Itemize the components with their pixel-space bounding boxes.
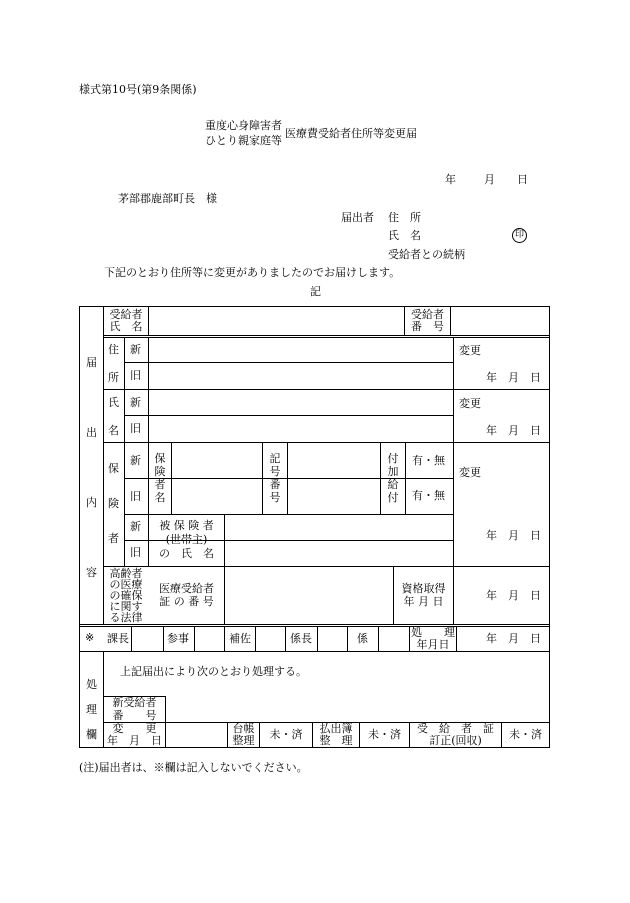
name-char-2: 名	[108, 424, 119, 437]
insurance-old: 旧	[130, 490, 141, 503]
new-recipient-number-label: 新受給者 番 号	[112, 696, 157, 722]
relation-label: 受給者との続柄	[388, 248, 465, 261]
processing-side-1: 処	[86, 678, 97, 691]
side-label-you: 容	[86, 566, 97, 579]
insurance-char-1: 保	[108, 462, 119, 475]
title-line2: ひとり親家庭等	[205, 134, 282, 147]
name-change: 変更	[459, 397, 481, 410]
applicant-label: 届出者	[341, 211, 374, 224]
footer-note: (注)届出者は、※欄は記入しないでください。	[79, 761, 308, 774]
ledger-status: 未・済	[269, 728, 303, 742]
address-new: 新	[130, 343, 141, 356]
insurer-name-label: 保 険 者 名	[154, 451, 166, 505]
form-number: 様式第10号(第9条関係)	[79, 83, 197, 96]
insurance-change: 変更	[459, 466, 481, 479]
name-char-1: 氏	[108, 396, 119, 409]
date-year: 年	[445, 173, 456, 186]
insurance-change-date: 年 月 日	[486, 529, 541, 542]
title-line1: 重度心身障害者	[205, 119, 282, 132]
ki-mark: 記	[310, 285, 321, 298]
side-label-todoke: 届	[86, 356, 97, 369]
insurance-new: 新	[130, 454, 141, 467]
payout-book-status: 未・済	[368, 728, 401, 742]
side-label-nai: 内	[86, 496, 97, 509]
cert-correction-status: 未・済	[509, 728, 542, 742]
insured-new: 新	[130, 520, 141, 533]
elderly-law-label: 高齢者 の医療 の確保 に関す る法律	[109, 567, 143, 624]
additional-benefit-label: 付 加 給 付	[387, 451, 399, 505]
address-label: 住 所	[388, 211, 421, 224]
address-old: 旧	[130, 369, 141, 382]
medical-cert-label: 医療受給者 証 の 番 号	[159, 581, 214, 608]
insurance-char-2: 険	[108, 497, 119, 510]
processing-mark: ※	[85, 631, 95, 644]
intro-text: 下記のとおり住所等に変更がありましたのでお届けします。	[104, 266, 401, 279]
date-day: 日	[517, 173, 528, 186]
addressee: 茅部郡鹿部町長 様	[118, 192, 217, 205]
change-date-label: 変 更 年 月 日	[107, 721, 162, 747]
name-new: 新	[130, 396, 141, 409]
processing-date-label: 処 理 年月日	[411, 625, 455, 651]
address-char-1: 住	[108, 343, 119, 356]
benefit-yes-no-new: 有・無	[412, 454, 445, 467]
processing-side-2: 理	[86, 703, 97, 716]
name-old: 旧	[130, 422, 141, 435]
recipient-number-label: 受給者 番 号	[411, 308, 444, 333]
kakaricho-label: 係長	[290, 632, 312, 645]
name-label: 氏 名	[388, 229, 421, 242]
hosa-label: 補佐	[229, 632, 251, 645]
insurance-char-3: 者	[108, 532, 119, 545]
cert-correction-label: 受 給 者 証 訂正(回収)	[417, 721, 494, 747]
address-change-date: 年 月 日	[486, 371, 541, 384]
name-change-date: 年 月 日	[486, 424, 541, 437]
address-change: 変更	[459, 344, 481, 357]
insured-old: 旧	[130, 546, 141, 559]
payout-book-label: 払出簿 整 理	[319, 721, 353, 747]
insured-person-label: 被 保 険 者 (世帯主) の 氏 名	[159, 519, 214, 560]
processing-side-3: 欄	[86, 728, 97, 741]
date-month: 月	[484, 173, 495, 186]
symbol-number-label: 記 号 番 号	[269, 451, 281, 505]
qualification-date-value: 年 月 日	[486, 589, 541, 602]
qualification-date-label: 資格取得 年 月 日	[401, 581, 446, 608]
benefit-yes-no-old: 有・無	[412, 489, 445, 502]
kacho-label: 課長	[107, 632, 129, 645]
side-label-de: 出	[86, 426, 97, 439]
kakari-label: 係	[357, 632, 368, 645]
address-char-2: 所	[108, 371, 119, 384]
processing-statement: 上記届出により次のとおり処理する。	[120, 665, 307, 678]
seal-mark: 印	[512, 228, 527, 243]
processing-date-value: 年 月 日	[486, 632, 541, 645]
ledger-label: 台帳 整理	[232, 721, 255, 747]
sanji-label: 参事	[167, 632, 189, 645]
recipient-name-label: 受給者 氏 名	[109, 308, 143, 333]
title-suffix: 医療費受給者住所等変更届	[285, 127, 417, 140]
